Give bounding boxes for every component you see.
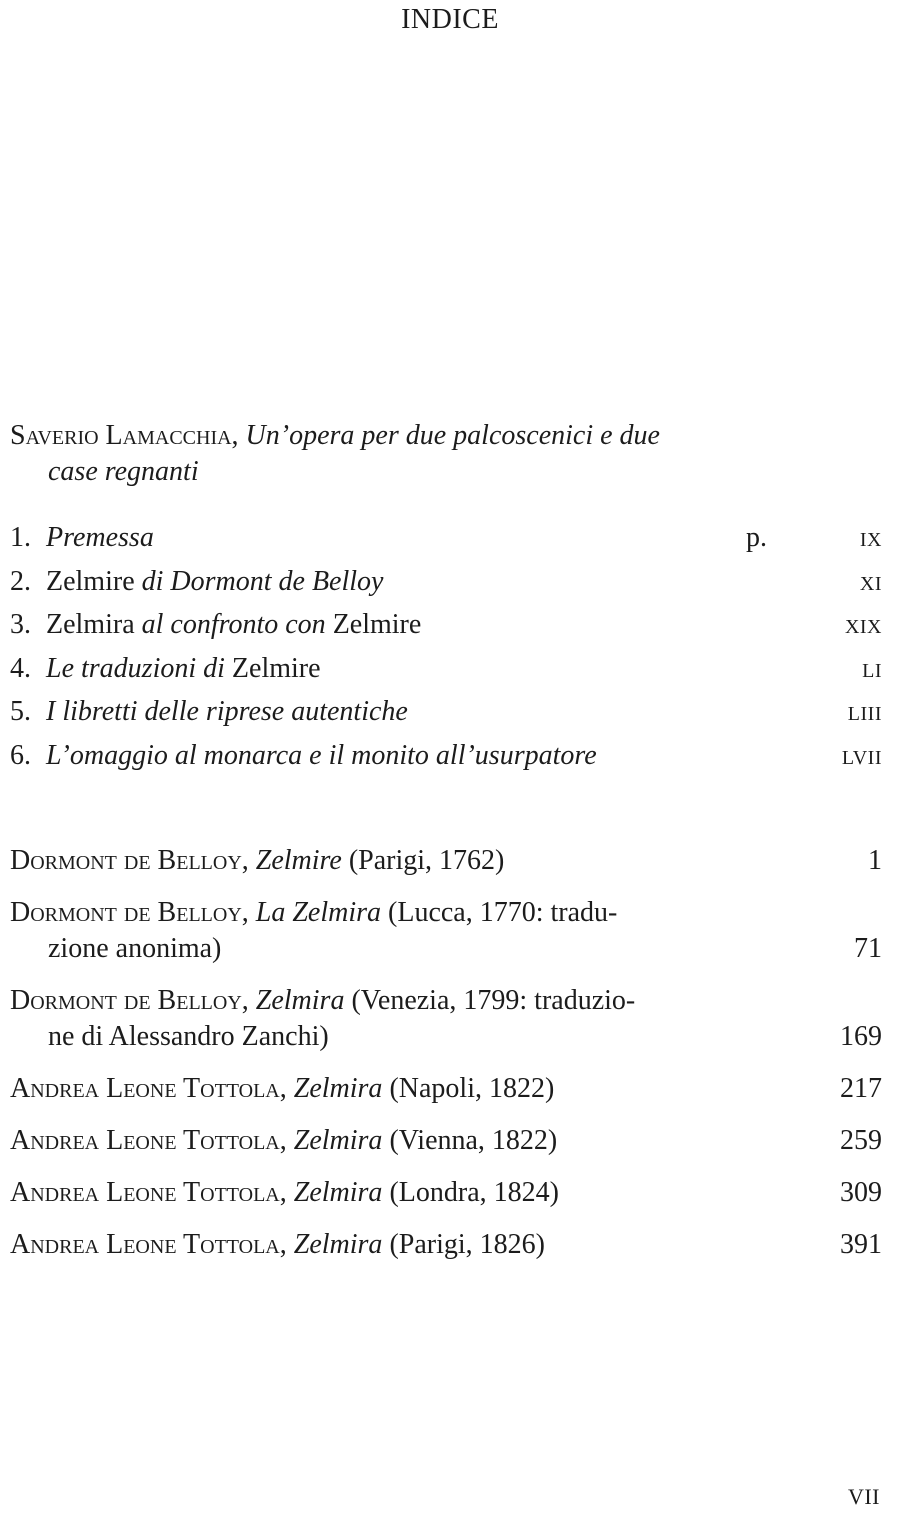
text-entry-line1 (10, 983, 720, 1019)
text-entry-line1 (10, 1227, 720, 1263)
text-author: Andrea Leone Tottola (10, 1177, 280, 1208)
text-entry (10, 1123, 720, 1159)
section-title-part: Premessa (46, 522, 154, 553)
text-details: (Lucca, 1770: tradu- (381, 897, 618, 928)
text-details: (Parigi, 1762) (341, 845, 505, 876)
text-entry (10, 1175, 720, 1211)
section-title-part: Zelmire (332, 609, 422, 641)
text-title: Zelmira (293, 1229, 383, 1260)
text-entry-line1 (10, 1123, 720, 1159)
section-title-part: I libretti delle riprese autentiche (46, 696, 408, 728)
text-author: Andrea Leone Tottola (10, 1125, 280, 1156)
toc-section-row (10, 653, 882, 697)
text-title: Zelmira (293, 1073, 383, 1104)
section-list (10, 522, 882, 784)
toc-text-row (10, 1175, 882, 1211)
text-entry (10, 1227, 720, 1263)
section-title (46, 522, 746, 554)
toc-text-row (10, 843, 882, 879)
essay-author: Saverio Lamacchia (10, 420, 232, 451)
text-page-number: 309 (840, 1177, 882, 1208)
section-number: 4. (10, 652, 31, 684)
toc-text-row (10, 1227, 882, 1263)
text-page-number: 217 (840, 1073, 882, 1104)
page-prefix: p. (746, 522, 767, 553)
section-title (46, 609, 746, 641)
section-title-part: Zelmira (46, 609, 135, 641)
comma: , (279, 1177, 294, 1208)
text-entry-line2: ne di Alessandro Zanchi) (48, 1021, 329, 1052)
text-page-number: 259 (840, 1125, 882, 1156)
text-author: Dormont de Belloy (10, 897, 242, 928)
text-title: Zelmire (255, 845, 342, 876)
text-list (10, 843, 882, 1279)
section-page-number: ix (859, 522, 882, 553)
text-entry (10, 983, 720, 1055)
text-author: Andrea Leone Tottola (10, 1073, 280, 1104)
section-page-number: li (862, 652, 882, 684)
text-entry-line1 (10, 895, 720, 931)
section-title-part: L’omaggio al monarca e il monito all’usurpatore (46, 739, 597, 771)
toc-text-row (10, 1071, 882, 1107)
section-title (46, 740, 746, 772)
section-page-number: liii (847, 696, 882, 728)
text-page-number: 169 (840, 1021, 882, 1052)
toc-text-row (10, 983, 882, 1055)
comma: , (279, 1073, 294, 1104)
comma: , (279, 1125, 294, 1156)
toc-section-row (10, 566, 882, 610)
text-details: (Venezia, 1799: traduzio- (344, 985, 636, 1016)
section-number: 2. (10, 565, 31, 597)
essay-title-line2: case regnanti (48, 456, 199, 487)
text-entry-line1 (10, 843, 720, 879)
text-details: (Napoli, 1822) (382, 1073, 555, 1104)
section-title (46, 696, 746, 728)
comma: , (241, 845, 256, 876)
text-details: (Vienna, 1822) (382, 1125, 558, 1156)
toc-section-row (10, 609, 882, 653)
comma: , (279, 1229, 294, 1260)
comma: , (241, 897, 256, 928)
section-title (46, 566, 746, 598)
section-title-part: Le traduzioni di (46, 652, 232, 684)
text-page-number: 391 (840, 1229, 882, 1260)
section-page-number: lvii (841, 739, 882, 771)
text-title: Zelmira (293, 1177, 383, 1208)
text-page-number: 71 (854, 933, 882, 964)
text-details: (Londra, 1824) (382, 1177, 559, 1208)
section-number: 5. (10, 696, 31, 728)
toc-text-row (10, 895, 882, 967)
comma: , (241, 985, 256, 1016)
toc-section-row (10, 696, 882, 740)
section-title-part: al confronto con (134, 609, 333, 641)
toc-section-row (10, 740, 882, 784)
page-folio: VII (847, 1484, 880, 1509)
text-author: Dormont de Belloy (10, 845, 242, 876)
toc-text-row (10, 1123, 882, 1159)
text-title: La Zelmira (255, 897, 382, 928)
section-title-part: di Dormont de Belloy (134, 565, 384, 597)
section-number: 1. (10, 522, 31, 553)
section-title (46, 653, 746, 685)
essay-title-line1: Un’opera per due palcoscenici e due (245, 420, 660, 451)
section-number: 3. (10, 609, 31, 641)
section-title-part: Zelmire (231, 652, 321, 684)
text-title: Zelmira (255, 985, 345, 1016)
section-page-number: xi (859, 565, 882, 597)
text-entry (10, 843, 720, 879)
text-page-number: 1 (868, 845, 882, 876)
section-page-number: xix (844, 609, 882, 641)
text-entry-line1 (10, 1175, 720, 1211)
text-entry (10, 1071, 720, 1107)
text-details: (Parigi, 1826) (382, 1229, 545, 1260)
text-title: Zelmira (293, 1125, 383, 1156)
toc-section-row (10, 522, 882, 566)
page-header: INDICE (401, 4, 499, 35)
text-entry (10, 895, 720, 967)
text-entry-line2: zione anonima) (48, 933, 222, 964)
text-author: Dormont de Belloy (10, 985, 242, 1016)
section-number: 6. (10, 739, 31, 771)
text-author: Andrea Leone Tottola (10, 1229, 280, 1260)
essay-heading: Saverio Lamacchia, Un’opera per due palcoscenici e due case regnanti (10, 418, 730, 490)
section-title-part: Zelmire (46, 565, 135, 597)
text-entry-line1 (10, 1071, 720, 1107)
